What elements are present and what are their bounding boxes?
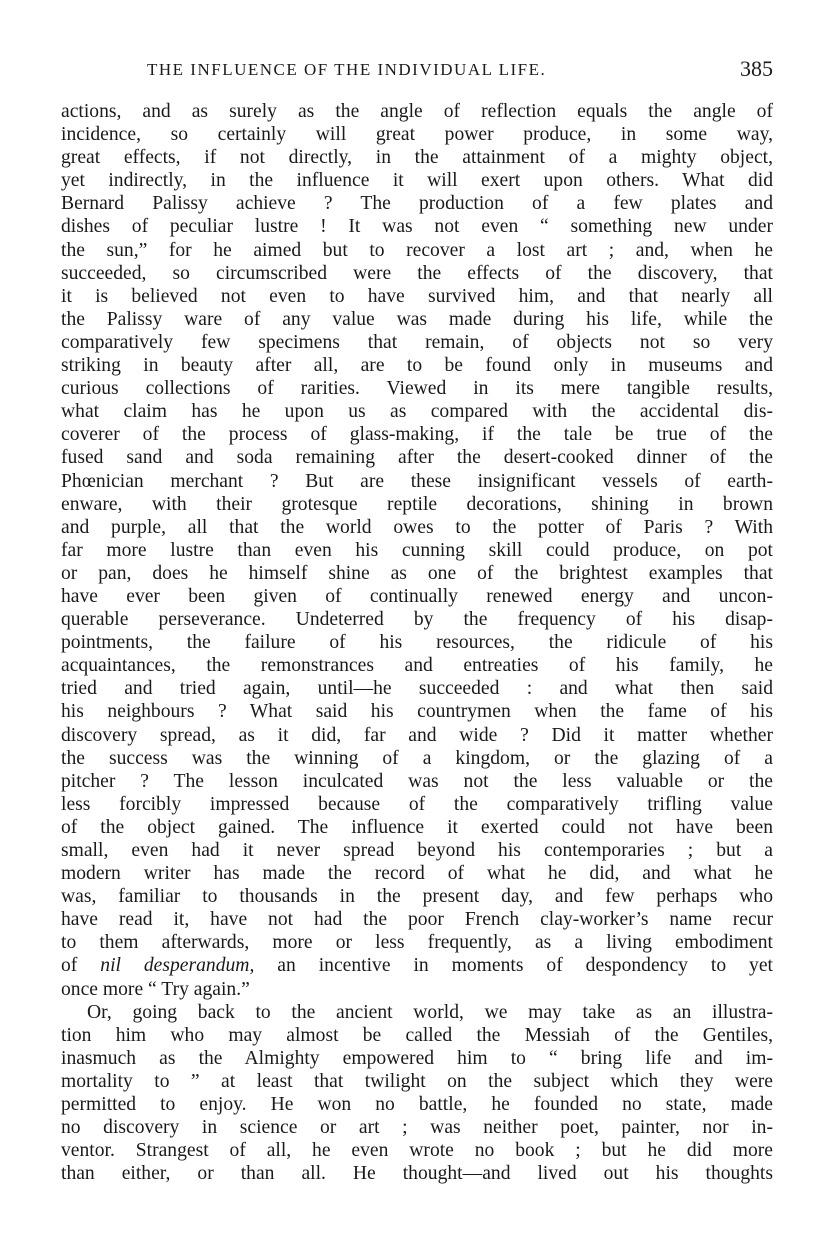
text-line: or pan, does he himself shine as one of the brightest examples that [61,562,773,584]
text-line: pitcher ? The lesson inculcated was not the less valuable or the [61,770,773,792]
text-line: far more lustre than even his cunning skill could produce, on pot [61,539,773,561]
paragraph-last-line: once more “ Try again.” [61,978,250,1000]
text-line: pointments, the failure of his resources, the ridicule of his [61,632,773,654]
book-page [61,58,773,1185]
text-line: of the object gained. The influence it exerted could not have been [61,816,773,838]
text-line: coverer of the process of glass-making, if the tale be true of the [61,424,773,446]
text-line: great effects, if not directly, in the attainment of a mighty object, [61,147,773,169]
text-line: modern writer has made the record of what he did, and what he [61,863,773,885]
text-line: curious collections of rarities. Viewed in its mere tangible results, [61,378,773,400]
text-line: have ever been given of continually renewed energy and uncon- [61,585,773,607]
text-line: the sun,” for he aimed but to recover a lost art ; and, when he [61,239,773,261]
text-line: his neighbours ? What said his countrymen when the fame of his [61,701,773,723]
text-line: less forcibly impressed because of the comparatively trifling value [61,793,773,815]
text-line: incidence, so certainly will great power produce, in some way, [61,124,773,146]
text-line: no discovery in science or art ; was neither poet, painter, nor in- [61,1117,773,1139]
running-head [61,58,773,86]
text-line: small, even had it never spread beyond his contemporaries ; but a [61,840,773,861]
text-line: it is believed not even to have survived him, and that nearly all [61,285,773,307]
text-line: was, familiar to thousands in the present day, and few perhaps who [61,886,773,908]
text-line: yet indirectly, in the influence it will exert upon others. What did [61,170,773,192]
italic-phrase: nil desperandum, [100,955,255,977]
text-line: dishes of peculiar lustre ! It was not even “ something new under [61,216,773,238]
text-line: enware, with their grotesque reptile decorations, shining in brown [61,493,773,515]
text-line: Bernard Palissy achieve ? The production of a few plates and [61,193,773,215]
text-fragment: of [61,955,101,977]
text-line: tried and tried again, until—he succeeded : and what then said [61,678,773,700]
text-line-with-italic [61,954,773,977]
text-line: mortality to ” at least that twilight on the subject which they were [61,1070,773,1092]
text-line: tion him who may almost be called the Messiah of the Gentiles, [61,1024,773,1046]
text-line: what claim has he upon us as compared with the accidental dis- [61,401,773,423]
text-line: acquaintances, the remonstrances and entreaties of his family, he [61,655,773,677]
text-line: Or, going back to the ancient world, we may take as an illustra- [87,1001,773,1023]
text-line: ventor. Strangest of all, he even wrote no book ; but he did more [61,1140,773,1162]
page-number: 385 [740,56,773,81]
text-line: have read it, have not had the poor French clay-worker’s name recur [61,909,773,931]
text-line: succeeded, so circumscribed were the effects of the discovery, that [61,262,773,284]
paragraph-2 [61,1001,773,1186]
text-line: inasmuch as the Almighty empowered him to “ bring life and im- [61,1047,773,1069]
text-line: discovery spread, as it did, far and wide ? Did it matter whether [61,724,773,746]
paragraph-1 [61,100,773,1001]
text-fragment: an incentive in moments of despondency to yet [254,955,773,977]
text-line: than either, or than all. He thought—and lived out his thoughts [61,1163,773,1185]
text-line: Phœnician merchant ? But are these insignificant vessels of earth- [61,470,773,492]
text-line: permitted to enjoy. He won no battle, he founded no state, made [61,1094,773,1116]
text-line: and purple, all that the world owes to the potter of Paris ? With [61,516,773,538]
text-line: to them afterwards, more or less frequently, as a living embodiment [61,932,773,954]
text-line: fused sand and soda remaining after the desert-cooked dinner of the [61,447,773,469]
text-line: the Palissy ware of any value was made during his life, while the [61,308,773,330]
text-line: querable perseverance. Undeterred by the frequency of his disap- [61,609,773,631]
text-line: the success was the winning of a kingdom, or the glazing of a [61,747,773,769]
text-line: actions, and as surely as the angle of reflection equals the angle of [61,101,773,122]
text-line: striking in beauty after all, are to be found only in museums and [61,355,773,377]
text-line: comparatively few specimens that remain, of objects not so very [61,331,773,353]
running-title: THE INFLUENCE OF THE INDIVIDUAL LIFE. [147,60,547,79]
